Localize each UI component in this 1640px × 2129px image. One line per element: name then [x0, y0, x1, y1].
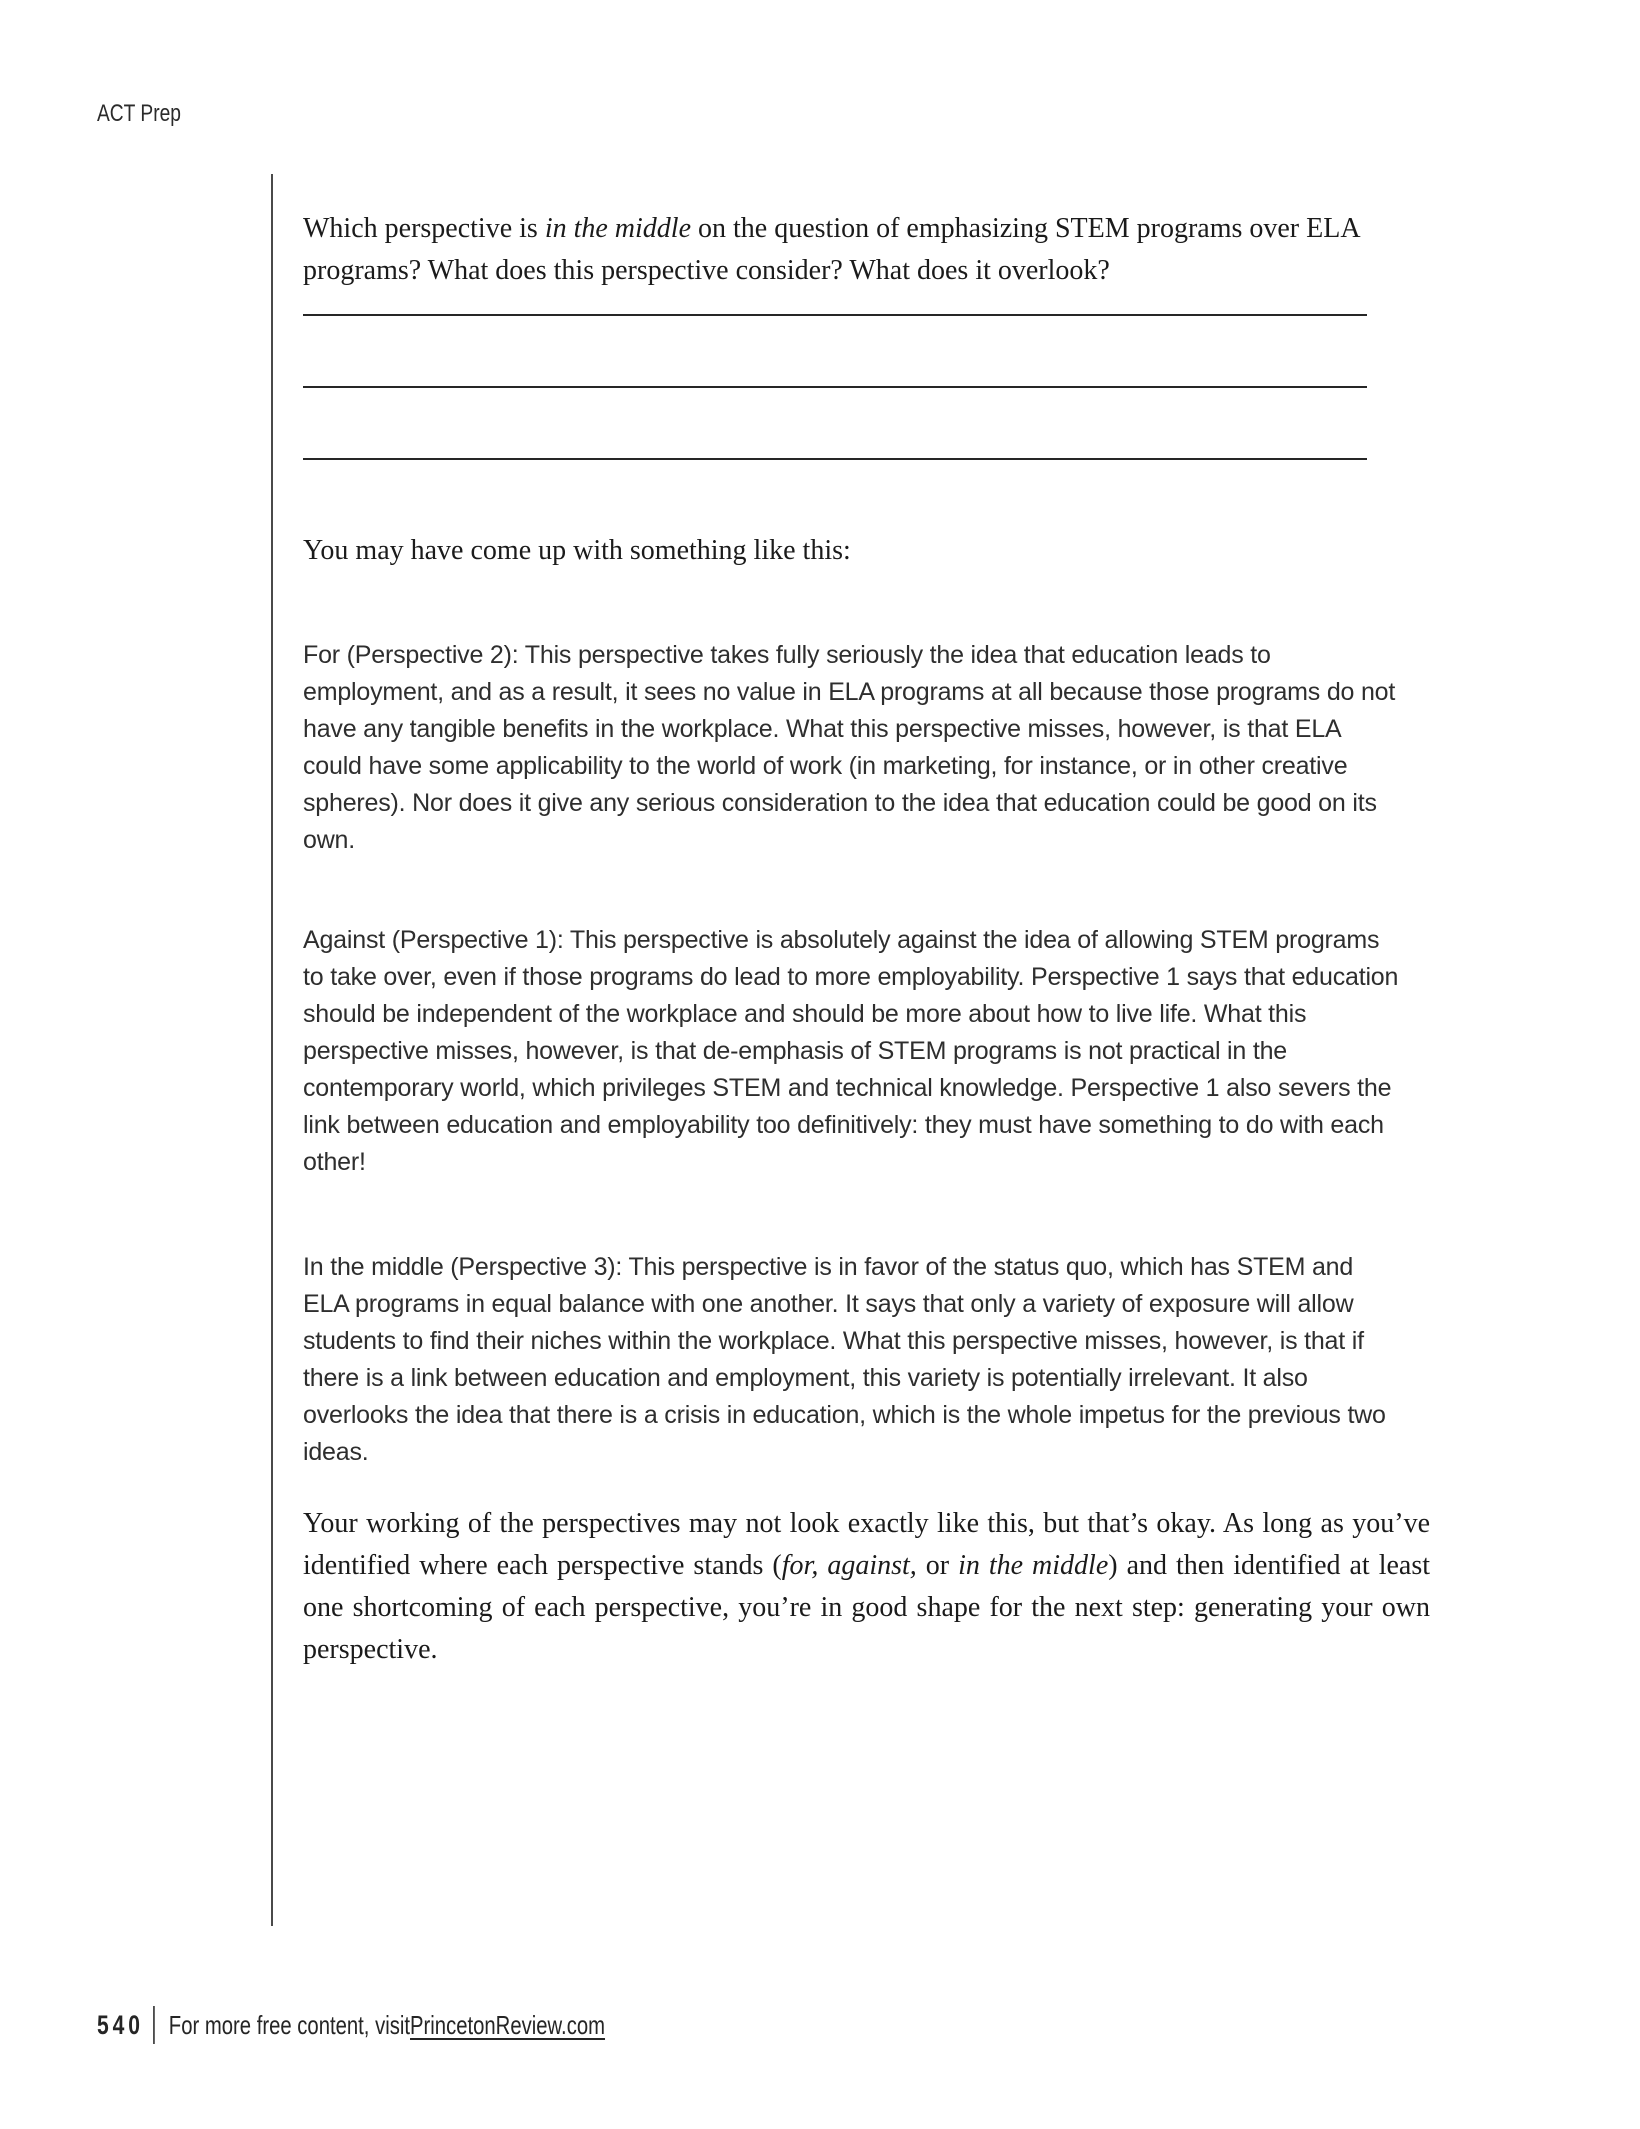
closing-paragraph — [303, 1503, 1430, 1671]
sample-answer-middle-perspective-3: In the middle (Perspective 3): This perspective is in favor of the status quo, which has STEM and ELA programs in equal balance with one another. It says that only a variety of exposure will allow students to find their niches within the workplace. What this perspective misses, however, is that if there is a link between education and employment, this variety is potentially irrelevant. It also overlooks the idea that there is a crisis in education, which is the whole impetus for the previous two ideas. — [303, 1253, 1386, 1466]
question-emphasis: in the middle — [544, 213, 692, 244]
running-head-label: ACT Prep — [97, 100, 181, 127]
answer-blank-line — [303, 386, 1367, 388]
content-left-rule — [271, 174, 273, 1926]
princeton-review-link[interactable]: PrincetonReview.com — [410, 2009, 606, 2040]
footer-divider — [153, 2006, 155, 2044]
closing-part3: ) and then identified at least one shortcoming of each perspective, you’re in good shape for the next step: generating your own perspective. — [303, 1550, 1431, 1665]
question-text — [303, 208, 1553, 292]
closing-italic-in-the-middle: in the middle — [958, 1550, 1109, 1581]
closing-part1: Your working of the perspectives may not look exactly like this, but that’s okay. As long as you’ve identified where each perspective stands ( — [303, 1508, 1430, 1581]
closing-italic-for-against: for, against, — [781, 1550, 917, 1581]
sample-answer-against-perspective-1: Against (Perspective 1): This perspective is absolutely against the idea of allowing STEM programs to take over, even if those programs do lead to more employability. Perspective 1 says that education should be independent of the workplace and should be more about how to live life. What this perspective misses, however, is that de-emphasis of STEM programs is not practical in the contemporary world, which privileges STEM and technical knowledge. Perspective 1 also severs the link between education and employability too definitively: they must have something to do with each other! — [303, 926, 1399, 1176]
closing-part2: or — [916, 1550, 959, 1581]
page-number: 540 — [97, 2009, 144, 2040]
question-lead: Which perspective is — [303, 213, 545, 244]
question-line1-rest: on the question of emphasizing STEM programs over ELA — [691, 213, 1361, 244]
footer-text: For more free content, visit — [168, 2009, 411, 2040]
page-footer — [97, 2006, 605, 2044]
answer-blank-line — [303, 314, 1367, 316]
sample-answer-for-perspective-2: For (Perspective 2): This perspective takes fully seriously the idea that education leads to employment, and as a result, it sees no value in ELA programs at all because those programs do not have any tangible benefits in the workplace. What this perspective misses, however, is that ELA could have some applicability to the world of work (in marketing, for instance, or in other creative spheres). Nor does it give any serious consideration to the idea that education could be good on its own. — [303, 641, 1396, 854]
answer-blank-line — [303, 458, 1367, 460]
intro-text: You may have come up with something like this: — [303, 535, 851, 566]
question-line2: programs? What does this perspective consider? What does it overlook? — [303, 255, 1110, 286]
